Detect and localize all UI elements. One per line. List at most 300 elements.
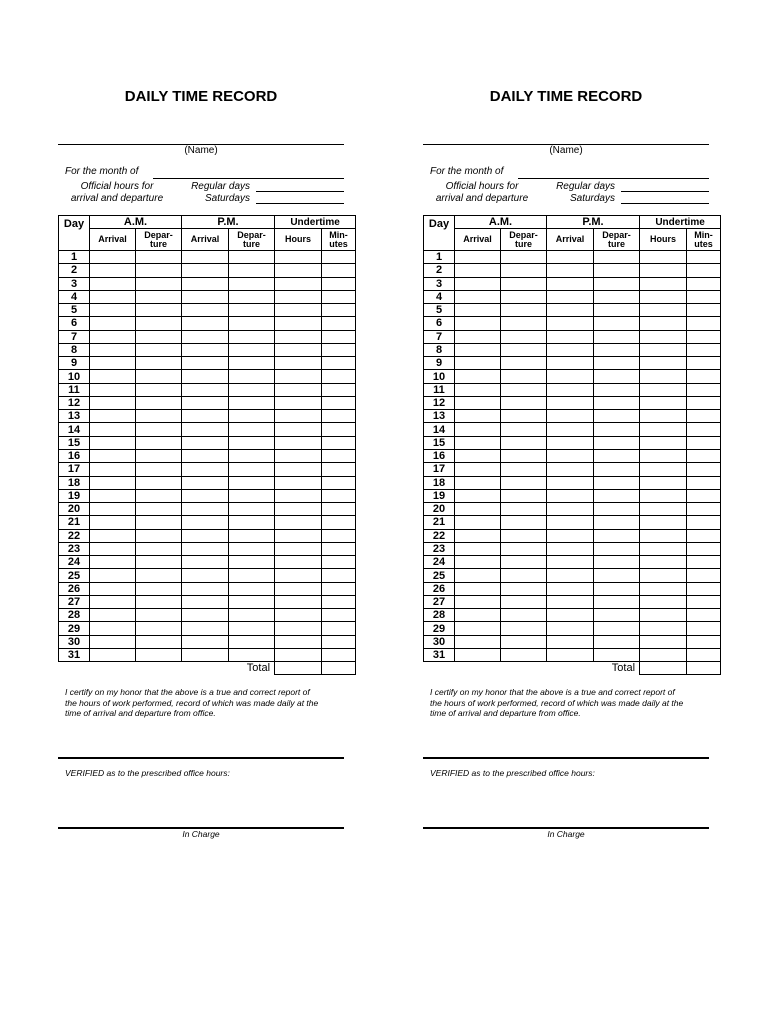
pm-arrival-cell[interactable]	[182, 648, 229, 661]
am-arrival-cell[interactable]	[90, 370, 136, 383]
am-arrival-cell[interactable]	[90, 516, 136, 529]
undertime-hours-cell[interactable]	[640, 609, 687, 622]
am-departure-cell[interactable]	[501, 423, 547, 436]
am-arrival-cell[interactable]	[455, 516, 501, 529]
am-arrival-cell[interactable]	[455, 582, 501, 595]
undertime-hours-cell[interactable]	[275, 648, 322, 661]
undertime-hours-cell[interactable]	[640, 277, 687, 290]
am-departure-cell[interactable]	[501, 648, 547, 661]
pm-departure-cell[interactable]	[594, 396, 640, 409]
pm-departure-cell[interactable]	[229, 343, 275, 356]
pm-departure-cell[interactable]	[229, 582, 275, 595]
pm-arrival-cell[interactable]	[182, 503, 229, 516]
am-departure-cell[interactable]	[501, 503, 547, 516]
am-arrival-cell[interactable]	[455, 290, 501, 303]
pm-arrival-cell[interactable]	[182, 396, 229, 409]
am-departure-cell[interactable]	[501, 449, 547, 462]
total-hours-cell[interactable]	[275, 662, 322, 675]
undertime-minutes-cell[interactable]	[687, 251, 721, 264]
undertime-minutes-cell[interactable]	[322, 503, 356, 516]
am-departure-cell[interactable]	[501, 357, 547, 370]
undertime-hours-cell[interactable]	[275, 370, 322, 383]
undertime-minutes-cell[interactable]	[322, 476, 356, 489]
pm-arrival-cell[interactable]	[547, 635, 594, 648]
employee-signature-field[interactable]	[423, 757, 709, 759]
pm-departure-cell[interactable]	[594, 436, 640, 449]
pm-arrival-cell[interactable]	[182, 410, 229, 423]
am-departure-cell[interactable]	[136, 264, 182, 277]
am-arrival-cell[interactable]	[90, 556, 136, 569]
pm-departure-cell[interactable]	[229, 516, 275, 529]
undertime-minutes-cell[interactable]	[322, 449, 356, 462]
am-departure-cell[interactable]	[501, 476, 547, 489]
pm-arrival-cell[interactable]	[182, 436, 229, 449]
undertime-minutes-cell[interactable]	[687, 622, 721, 635]
am-arrival-cell[interactable]	[90, 463, 136, 476]
am-arrival-cell[interactable]	[455, 330, 501, 343]
pm-arrival-cell[interactable]	[182, 383, 229, 396]
am-arrival-cell[interactable]	[455, 463, 501, 476]
pm-departure-cell[interactable]	[229, 370, 275, 383]
am-arrival-cell[interactable]	[90, 304, 136, 317]
saturdays-field[interactable]	[621, 203, 709, 204]
undertime-hours-cell[interactable]	[640, 264, 687, 277]
am-arrival-cell[interactable]	[455, 609, 501, 622]
am-departure-cell[interactable]	[136, 463, 182, 476]
am-departure-cell[interactable]	[501, 304, 547, 317]
undertime-hours-cell[interactable]	[640, 582, 687, 595]
am-departure-cell[interactable]	[136, 489, 182, 502]
am-arrival-cell[interactable]	[90, 264, 136, 277]
undertime-hours-cell[interactable]	[640, 317, 687, 330]
pm-departure-cell[interactable]	[594, 317, 640, 330]
month-field[interactable]	[518, 178, 709, 179]
undertime-hours-cell[interactable]	[275, 304, 322, 317]
pm-departure-cell[interactable]	[229, 304, 275, 317]
pm-departure-cell[interactable]	[229, 449, 275, 462]
am-departure-cell[interactable]	[501, 542, 547, 555]
undertime-minutes-cell[interactable]	[687, 529, 721, 542]
am-departure-cell[interactable]	[501, 529, 547, 542]
am-departure-cell[interactable]	[136, 635, 182, 648]
pm-departure-cell[interactable]	[594, 489, 640, 502]
undertime-minutes-cell[interactable]	[687, 317, 721, 330]
am-departure-cell[interactable]	[136, 622, 182, 635]
pm-departure-cell[interactable]	[594, 304, 640, 317]
pm-arrival-cell[interactable]	[547, 277, 594, 290]
pm-arrival-cell[interactable]	[547, 595, 594, 608]
am-departure-cell[interactable]	[501, 595, 547, 608]
pm-arrival-cell[interactable]	[547, 648, 594, 661]
pm-arrival-cell[interactable]	[547, 330, 594, 343]
pm-departure-cell[interactable]	[594, 595, 640, 608]
undertime-hours-cell[interactable]	[640, 635, 687, 648]
pm-arrival-cell[interactable]	[547, 410, 594, 423]
undertime-hours-cell[interactable]	[275, 489, 322, 502]
pm-departure-cell[interactable]	[594, 423, 640, 436]
pm-departure-cell[interactable]	[229, 357, 275, 370]
am-arrival-cell[interactable]	[455, 556, 501, 569]
am-arrival-cell[interactable]	[455, 449, 501, 462]
am-departure-cell[interactable]	[501, 582, 547, 595]
pm-arrival-cell[interactable]	[182, 423, 229, 436]
am-arrival-cell[interactable]	[90, 410, 136, 423]
am-arrival-cell[interactable]	[455, 529, 501, 542]
am-departure-cell[interactable]	[501, 383, 547, 396]
am-arrival-cell[interactable]	[90, 317, 136, 330]
pm-arrival-cell[interactable]	[547, 357, 594, 370]
am-arrival-cell[interactable]	[455, 264, 501, 277]
am-departure-cell[interactable]	[501, 516, 547, 529]
undertime-minutes-cell[interactable]	[322, 648, 356, 661]
undertime-minutes-cell[interactable]	[687, 396, 721, 409]
undertime-hours-cell[interactable]	[640, 516, 687, 529]
am-arrival-cell[interactable]	[455, 436, 501, 449]
pm-arrival-cell[interactable]	[182, 277, 229, 290]
undertime-hours-cell[interactable]	[275, 556, 322, 569]
pm-departure-cell[interactable]	[229, 648, 275, 661]
undertime-minutes-cell[interactable]	[687, 503, 721, 516]
am-departure-cell[interactable]	[136, 383, 182, 396]
pm-departure-cell[interactable]	[594, 343, 640, 356]
undertime-minutes-cell[interactable]	[322, 317, 356, 330]
undertime-hours-cell[interactable]	[640, 357, 687, 370]
pm-departure-cell[interactable]	[594, 609, 640, 622]
am-arrival-cell[interactable]	[90, 449, 136, 462]
am-arrival-cell[interactable]	[90, 635, 136, 648]
undertime-hours-cell[interactable]	[275, 383, 322, 396]
undertime-hours-cell[interactable]	[275, 582, 322, 595]
am-departure-cell[interactable]	[136, 304, 182, 317]
undertime-hours-cell[interactable]	[275, 529, 322, 542]
undertime-minutes-cell[interactable]	[687, 423, 721, 436]
pm-departure-cell[interactable]	[594, 330, 640, 343]
am-departure-cell[interactable]	[501, 410, 547, 423]
undertime-hours-cell[interactable]	[275, 423, 322, 436]
undertime-minutes-cell[interactable]	[322, 410, 356, 423]
undertime-hours-cell[interactable]	[275, 595, 322, 608]
undertime-minutes-cell[interactable]	[322, 264, 356, 277]
undertime-hours-cell[interactable]	[275, 330, 322, 343]
am-arrival-cell[interactable]	[455, 635, 501, 648]
pm-arrival-cell[interactable]	[547, 463, 594, 476]
am-departure-cell[interactable]	[501, 290, 547, 303]
undertime-minutes-cell[interactable]	[687, 436, 721, 449]
undertime-minutes-cell[interactable]	[687, 343, 721, 356]
undertime-minutes-cell[interactable]	[322, 516, 356, 529]
undertime-hours-cell[interactable]	[640, 463, 687, 476]
am-departure-cell[interactable]	[136, 436, 182, 449]
pm-departure-cell[interactable]	[229, 569, 275, 582]
pm-arrival-cell[interactable]	[547, 396, 594, 409]
am-arrival-cell[interactable]	[90, 569, 136, 582]
am-departure-cell[interactable]	[501, 264, 547, 277]
pm-departure-cell[interactable]	[594, 542, 640, 555]
pm-departure-cell[interactable]	[229, 489, 275, 502]
am-departure-cell[interactable]	[501, 556, 547, 569]
pm-arrival-cell[interactable]	[547, 304, 594, 317]
undertime-hours-cell[interactable]	[640, 251, 687, 264]
am-departure-cell[interactable]	[501, 436, 547, 449]
pm-arrival-cell[interactable]	[547, 622, 594, 635]
undertime-hours-cell[interactable]	[275, 436, 322, 449]
pm-departure-cell[interactable]	[229, 542, 275, 555]
undertime-hours-cell[interactable]	[275, 635, 322, 648]
am-arrival-cell[interactable]	[455, 410, 501, 423]
pm-departure-cell[interactable]	[594, 476, 640, 489]
am-departure-cell[interactable]	[136, 582, 182, 595]
undertime-minutes-cell[interactable]	[322, 357, 356, 370]
am-arrival-cell[interactable]	[455, 304, 501, 317]
undertime-hours-cell[interactable]	[640, 529, 687, 542]
am-arrival-cell[interactable]	[90, 436, 136, 449]
pm-arrival-cell[interactable]	[182, 542, 229, 555]
pm-departure-cell[interactable]	[229, 251, 275, 264]
pm-departure-cell[interactable]	[229, 463, 275, 476]
undertime-minutes-cell[interactable]	[322, 343, 356, 356]
undertime-minutes-cell[interactable]	[687, 489, 721, 502]
pm-arrival-cell[interactable]	[182, 516, 229, 529]
am-departure-cell[interactable]	[136, 330, 182, 343]
pm-arrival-cell[interactable]	[547, 476, 594, 489]
pm-departure-cell[interactable]	[594, 582, 640, 595]
pm-departure-cell[interactable]	[229, 503, 275, 516]
undertime-hours-cell[interactable]	[275, 476, 322, 489]
am-arrival-cell[interactable]	[90, 503, 136, 516]
am-arrival-cell[interactable]	[90, 277, 136, 290]
undertime-minutes-cell[interactable]	[322, 383, 356, 396]
am-arrival-cell[interactable]	[90, 357, 136, 370]
undertime-minutes-cell[interactable]	[322, 635, 356, 648]
pm-departure-cell[interactable]	[594, 516, 640, 529]
pm-arrival-cell[interactable]	[182, 529, 229, 542]
pm-departure-cell[interactable]	[594, 529, 640, 542]
am-departure-cell[interactable]	[501, 635, 547, 648]
undertime-minutes-cell[interactable]	[322, 609, 356, 622]
total-minutes-cell[interactable]	[687, 662, 721, 675]
am-departure-cell[interactable]	[136, 542, 182, 555]
pm-arrival-cell[interactable]	[182, 317, 229, 330]
undertime-minutes-cell[interactable]	[322, 396, 356, 409]
undertime-hours-cell[interactable]	[640, 290, 687, 303]
undertime-hours-cell[interactable]	[275, 410, 322, 423]
am-arrival-cell[interactable]	[90, 330, 136, 343]
am-departure-cell[interactable]	[501, 489, 547, 502]
undertime-hours-cell[interactable]	[640, 648, 687, 661]
pm-arrival-cell[interactable]	[547, 503, 594, 516]
saturdays-field[interactable]	[256, 203, 344, 204]
pm-arrival-cell[interactable]	[182, 556, 229, 569]
am-departure-cell[interactable]	[501, 463, 547, 476]
undertime-hours-cell[interactable]	[275, 569, 322, 582]
undertime-minutes-cell[interactable]	[687, 370, 721, 383]
pm-arrival-cell[interactable]	[547, 569, 594, 582]
am-arrival-cell[interactable]	[455, 277, 501, 290]
undertime-minutes-cell[interactable]	[322, 529, 356, 542]
pm-departure-cell[interactable]	[229, 383, 275, 396]
undertime-hours-cell[interactable]	[275, 277, 322, 290]
undertime-minutes-cell[interactable]	[687, 410, 721, 423]
regular-days-field[interactable]	[621, 191, 709, 192]
am-arrival-cell[interactable]	[455, 489, 501, 502]
pm-departure-cell[interactable]	[594, 251, 640, 264]
undertime-minutes-cell[interactable]	[322, 582, 356, 595]
pm-departure-cell[interactable]	[229, 529, 275, 542]
am-arrival-cell[interactable]	[455, 251, 501, 264]
am-departure-cell[interactable]	[501, 251, 547, 264]
pm-departure-cell[interactable]	[229, 436, 275, 449]
am-departure-cell[interactable]	[501, 609, 547, 622]
undertime-minutes-cell[interactable]	[687, 449, 721, 462]
undertime-minutes-cell[interactable]	[687, 542, 721, 555]
undertime-minutes-cell[interactable]	[322, 569, 356, 582]
pm-departure-cell[interactable]	[594, 503, 640, 516]
undertime-hours-cell[interactable]	[640, 330, 687, 343]
am-arrival-cell[interactable]	[90, 529, 136, 542]
undertime-minutes-cell[interactable]	[687, 277, 721, 290]
pm-departure-cell[interactable]	[594, 290, 640, 303]
pm-arrival-cell[interactable]	[182, 357, 229, 370]
pm-arrival-cell[interactable]	[547, 436, 594, 449]
undertime-hours-cell[interactable]	[275, 463, 322, 476]
total-hours-cell[interactable]	[640, 662, 687, 675]
pm-arrival-cell[interactable]	[547, 542, 594, 555]
am-departure-cell[interactable]	[501, 569, 547, 582]
employee-signature-field[interactable]	[58, 757, 344, 759]
am-arrival-cell[interactable]	[90, 609, 136, 622]
am-departure-cell[interactable]	[136, 357, 182, 370]
am-arrival-cell[interactable]	[455, 503, 501, 516]
am-departure-cell[interactable]	[501, 370, 547, 383]
undertime-minutes-cell[interactable]	[322, 542, 356, 555]
am-departure-cell[interactable]	[136, 343, 182, 356]
pm-arrival-cell[interactable]	[182, 264, 229, 277]
pm-departure-cell[interactable]	[594, 622, 640, 635]
am-arrival-cell[interactable]	[90, 423, 136, 436]
pm-departure-cell[interactable]	[229, 330, 275, 343]
am-arrival-cell[interactable]	[455, 542, 501, 555]
pm-arrival-cell[interactable]	[182, 622, 229, 635]
pm-arrival-cell[interactable]	[547, 529, 594, 542]
undertime-minutes-cell[interactable]	[322, 304, 356, 317]
pm-arrival-cell[interactable]	[182, 449, 229, 462]
am-departure-cell[interactable]	[136, 449, 182, 462]
am-arrival-cell[interactable]	[455, 648, 501, 661]
am-arrival-cell[interactable]	[90, 595, 136, 608]
undertime-hours-cell[interactable]	[640, 370, 687, 383]
month-field[interactable]	[153, 178, 344, 179]
undertime-minutes-cell[interactable]	[687, 569, 721, 582]
undertime-minutes-cell[interactable]	[687, 556, 721, 569]
pm-arrival-cell[interactable]	[182, 635, 229, 648]
undertime-hours-cell[interactable]	[640, 449, 687, 462]
undertime-minutes-cell[interactable]	[687, 635, 721, 648]
pm-arrival-cell[interactable]	[547, 449, 594, 462]
undertime-hours-cell[interactable]	[640, 595, 687, 608]
undertime-minutes-cell[interactable]	[322, 370, 356, 383]
pm-arrival-cell[interactable]	[547, 423, 594, 436]
pm-departure-cell[interactable]	[229, 290, 275, 303]
am-arrival-cell[interactable]	[90, 251, 136, 264]
undertime-hours-cell[interactable]	[275, 290, 322, 303]
undertime-minutes-cell[interactable]	[687, 357, 721, 370]
undertime-hours-cell[interactable]	[275, 503, 322, 516]
undertime-minutes-cell[interactable]	[322, 463, 356, 476]
pm-arrival-cell[interactable]	[547, 489, 594, 502]
undertime-minutes-cell[interactable]	[322, 330, 356, 343]
am-arrival-cell[interactable]	[90, 648, 136, 661]
undertime-hours-cell[interactable]	[640, 622, 687, 635]
am-arrival-cell[interactable]	[90, 582, 136, 595]
undertime-minutes-cell[interactable]	[687, 582, 721, 595]
am-departure-cell[interactable]	[501, 317, 547, 330]
pm-arrival-cell[interactable]	[547, 317, 594, 330]
undertime-hours-cell[interactable]	[640, 503, 687, 516]
pm-arrival-cell[interactable]	[182, 304, 229, 317]
pm-departure-cell[interactable]	[594, 449, 640, 462]
undertime-minutes-cell[interactable]	[322, 277, 356, 290]
am-departure-cell[interactable]	[136, 648, 182, 661]
undertime-minutes-cell[interactable]	[687, 516, 721, 529]
pm-arrival-cell[interactable]	[182, 569, 229, 582]
undertime-hours-cell[interactable]	[640, 304, 687, 317]
pm-departure-cell[interactable]	[229, 396, 275, 409]
am-departure-cell[interactable]	[501, 330, 547, 343]
pm-arrival-cell[interactable]	[182, 330, 229, 343]
undertime-minutes-cell[interactable]	[687, 648, 721, 661]
undertime-hours-cell[interactable]	[275, 343, 322, 356]
pm-departure-cell[interactable]	[229, 622, 275, 635]
am-arrival-cell[interactable]	[455, 383, 501, 396]
pm-departure-cell[interactable]	[594, 277, 640, 290]
pm-departure-cell[interactable]	[229, 410, 275, 423]
pm-arrival-cell[interactable]	[182, 609, 229, 622]
pm-departure-cell[interactable]	[594, 569, 640, 582]
am-departure-cell[interactable]	[136, 251, 182, 264]
am-arrival-cell[interactable]	[90, 383, 136, 396]
am-departure-cell[interactable]	[136, 290, 182, 303]
pm-departure-cell[interactable]	[594, 383, 640, 396]
am-arrival-cell[interactable]	[90, 290, 136, 303]
undertime-hours-cell[interactable]	[640, 476, 687, 489]
undertime-hours-cell[interactable]	[640, 556, 687, 569]
undertime-minutes-cell[interactable]	[322, 290, 356, 303]
am-departure-cell[interactable]	[501, 277, 547, 290]
am-departure-cell[interactable]	[136, 423, 182, 436]
pm-arrival-cell[interactable]	[547, 370, 594, 383]
pm-arrival-cell[interactable]	[182, 476, 229, 489]
pm-departure-cell[interactable]	[594, 410, 640, 423]
am-arrival-cell[interactable]	[90, 622, 136, 635]
undertime-hours-cell[interactable]	[640, 410, 687, 423]
undertime-minutes-cell[interactable]	[322, 595, 356, 608]
pm-departure-cell[interactable]	[594, 357, 640, 370]
pm-arrival-cell[interactable]	[182, 251, 229, 264]
undertime-hours-cell[interactable]	[640, 542, 687, 555]
am-departure-cell[interactable]	[501, 396, 547, 409]
am-departure-cell[interactable]	[136, 529, 182, 542]
am-arrival-cell[interactable]	[455, 370, 501, 383]
am-arrival-cell[interactable]	[90, 542, 136, 555]
undertime-minutes-cell[interactable]	[687, 330, 721, 343]
am-arrival-cell[interactable]	[90, 489, 136, 502]
undertime-minutes-cell[interactable]	[687, 609, 721, 622]
undertime-hours-cell[interactable]	[275, 609, 322, 622]
pm-arrival-cell[interactable]	[547, 290, 594, 303]
pm-arrival-cell[interactable]	[547, 383, 594, 396]
undertime-minutes-cell[interactable]	[322, 436, 356, 449]
am-departure-cell[interactable]	[136, 410, 182, 423]
